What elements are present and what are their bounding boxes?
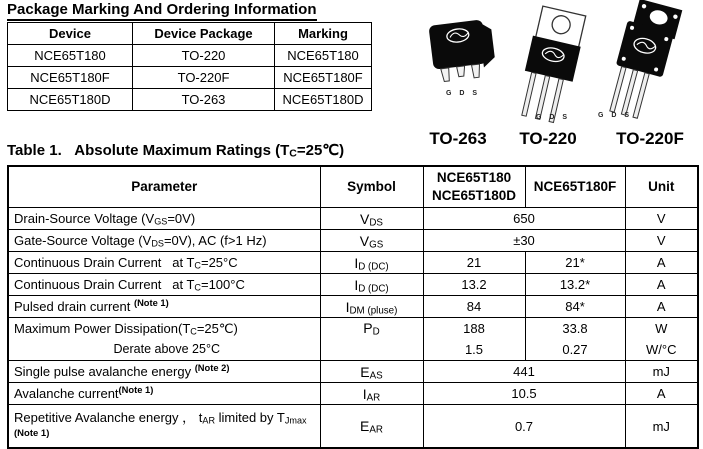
value-iar: 10.5 [423, 383, 625, 405]
to220-caption: TO-220 [519, 129, 577, 148]
value-pd-b2: 0.27 [562, 342, 588, 357]
device-cell: NCE65T180D [8, 89, 133, 111]
value-eas: 441 [423, 361, 625, 383]
marking-cell: NCE65T180 [275, 45, 372, 67]
col-device-group-a: NCE65T180 NCE65T180D [423, 166, 525, 208]
symbol-idm: $I_{DM (pluse)}$ [320, 296, 423, 318]
symbol-vgs: $V_{GS}$ [320, 230, 423, 252]
value-pd-b [525, 318, 625, 361]
value-ear: 0.7 [423, 405, 625, 449]
ordering-row-3 [8, 89, 372, 111]
ratings-table [7, 165, 699, 449]
ordering-col-marking: Marking [275, 23, 372, 45]
unit-pd-1: W [655, 321, 668, 336]
ordering-row-1 [8, 45, 372, 67]
row-pd [8, 318, 698, 361]
param-id100: Continuous Drain Current at $T_C=100^\circ C$ [8, 274, 320, 296]
value-idm-a: 84 [423, 296, 525, 318]
package-cell: TO-220 [133, 45, 275, 67]
value-id100-a: 13.2 [423, 274, 525, 296]
unit-idm: A [625, 296, 698, 318]
section-heading: Package Marking And Ordering Information [7, 1, 317, 21]
package-cell: TO-220F [133, 67, 275, 89]
to263-caption: TO-263 [429, 129, 487, 148]
symbol-pd-text: $P_D$ [363, 320, 380, 338]
symbol-vds: $V_{DS}$ [320, 208, 423, 230]
row-iar [8, 383, 698, 405]
unit-eas: mJ [625, 361, 698, 383]
to220-pin-labels: G D S [536, 114, 571, 121]
param-ear-line1: Repetitive Avalanche energy ， $t_{AR}$ limited by $T_{Jmax}$ [14, 410, 307, 426]
row-eas [8, 361, 698, 383]
package-illustrations [412, 0, 703, 162]
row-ear [8, 405, 698, 449]
table1-title: Table 1. Absolute Maximum Ratings $(T_C=25℃)$ [7, 142, 345, 160]
row-id100 [8, 274, 698, 296]
value-id100-b: 13.2* [525, 274, 625, 296]
value-vgs: ±30 [423, 230, 625, 252]
unit-vgs: V [625, 230, 698, 252]
param-eas: Single pulse avalanche energy $^{(Note 2)}$ [8, 361, 320, 383]
package-cell: TO-263 [133, 89, 275, 111]
value-pd-a1: 188 [463, 321, 485, 336]
param-pd-line1: Maximum Power $Dissipation(T_C=25℃)$ [14, 321, 238, 337]
row-vds [8, 208, 698, 230]
ordering-col-package: Device Package [133, 23, 275, 45]
param-idm: Pulsed drain current $^{(Note 1)}$ [8, 296, 320, 318]
col-symbol: Symbol [320, 166, 423, 208]
device-cell: NCE65T180F [8, 67, 133, 89]
param-pd-line2: Derate above 25°C [113, 342, 220, 356]
ordering-col-device: Device [8, 23, 133, 45]
unit-ear: mJ [625, 405, 698, 449]
row-idm [8, 296, 698, 318]
value-id25-a: 21 [423, 252, 525, 274]
ordering-row-2 [8, 67, 372, 89]
param-vgs: Gate-Source Voltage $(V_{DS}=0V)$, AC (f>1 Hz) [8, 230, 320, 252]
unit-iar: A [625, 383, 698, 405]
unit-pd-2: W/°C [646, 342, 677, 357]
ordering-table [7, 22, 372, 111]
to263-pin-labels: G D S [446, 90, 481, 97]
value-pd-a2: 1.5 [464, 342, 484, 357]
param-ear-line2: (Note 1) [14, 428, 50, 439]
symbol-pd [320, 318, 423, 361]
unit-pd [625, 318, 698, 361]
param-vds: Drain-Source Voltage $(V_{GS}=0V)$ [8, 208, 320, 230]
value-idm-b: 84* [525, 296, 625, 318]
to220f-package-image [590, 0, 690, 124]
to220f-pin-labels: G D S [598, 112, 633, 119]
ordering-header-row [8, 23, 372, 45]
to220f-caption: TO-220F [616, 129, 684, 148]
to263-package-image [424, 8, 502, 100]
symbol-id100: $I_{D (DC)}$ [320, 274, 423, 296]
symbol-ear: $E_{AR}$ [320, 405, 423, 449]
unit-vds: V [625, 208, 698, 230]
symbol-eas: $E_{AS}$ [320, 361, 423, 383]
param-iar: Avalanche current$^{(Note 1)}$ [8, 383, 320, 405]
param-id25: Continuous Drain Current at $T_C=25^\circ C$ [8, 252, 320, 274]
value-id25-b: 21* [525, 252, 625, 274]
value-vds: 650 [423, 208, 625, 230]
col-parameter: Parameter [8, 166, 320, 208]
unit-id25: A [625, 252, 698, 274]
symbol-iar: $I_{AR}$ [320, 383, 423, 405]
param-pd [8, 318, 320, 361]
ratings-header-row [8, 166, 698, 208]
symbol-id25: $I_{D (DC)}$ [320, 252, 423, 274]
param-ear [8, 405, 320, 449]
col-device-group-b: NCE65T180F [525, 166, 625, 208]
marking-cell: NCE65T180F [275, 67, 372, 89]
row-id25 [8, 252, 698, 274]
value-pd-b1: 33.8 [562, 321, 588, 336]
unit-id100: A [625, 274, 698, 296]
col-unit: Unit [625, 166, 698, 208]
marking-cell: NCE65T180D [275, 89, 372, 111]
value-pd-a [423, 318, 525, 361]
to220-package-image [502, 4, 597, 126]
device-cell: NCE65T180 [8, 45, 133, 67]
row-vgs [8, 230, 698, 252]
